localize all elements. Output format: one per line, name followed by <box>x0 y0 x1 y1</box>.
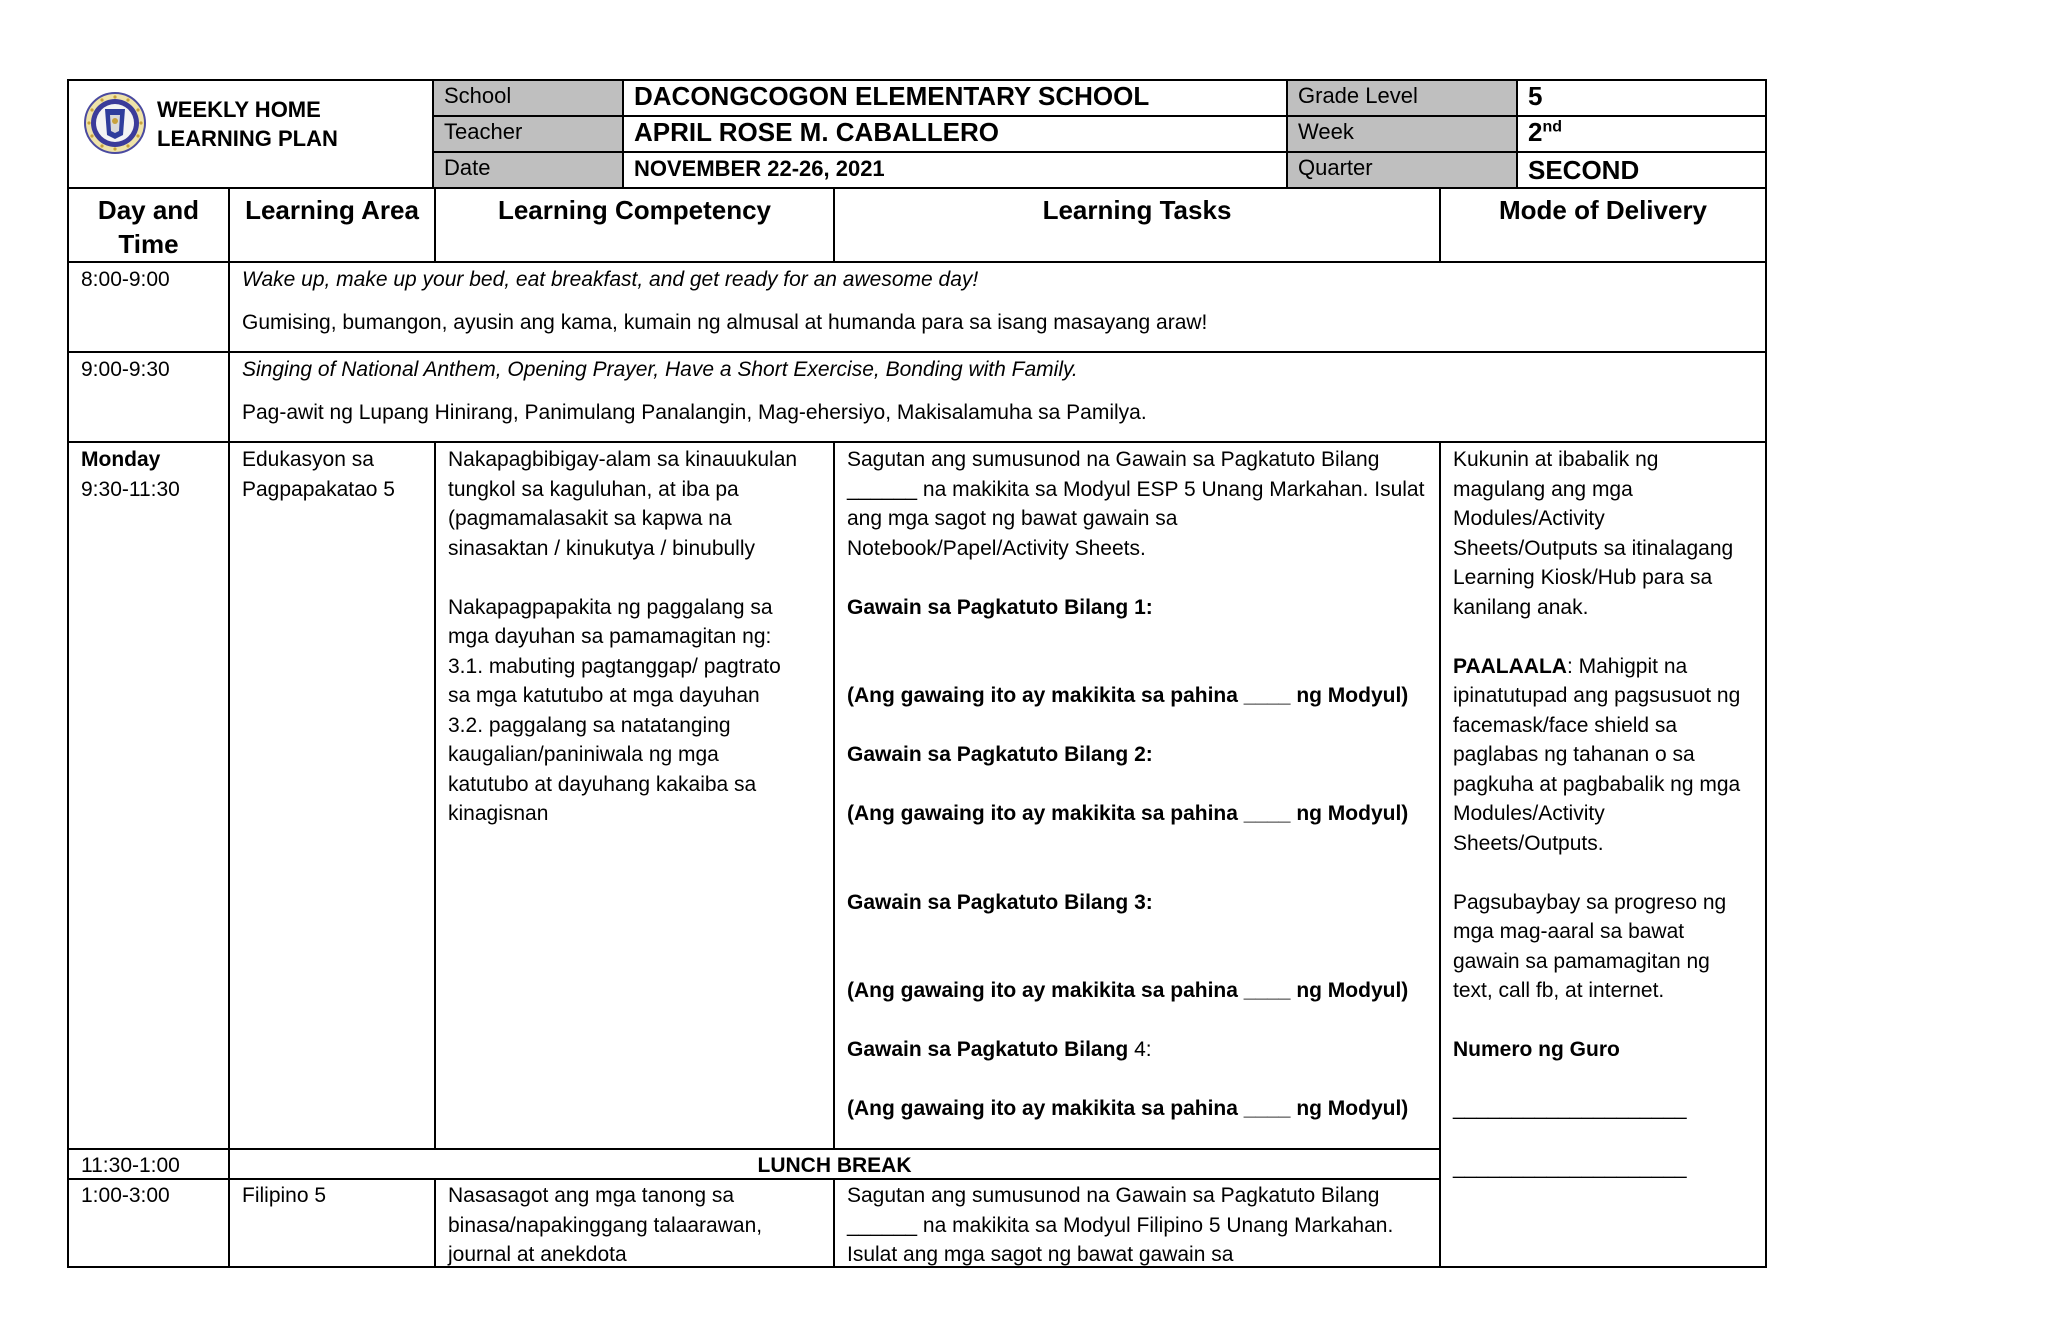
row-divider-r1 <box>69 351 1765 353</box>
paalaala-line <box>1453 652 1763 682</box>
mode-a-line: magulang ang mga <box>1453 477 1633 501</box>
grade-level-label: Grade Level <box>1288 81 1518 117</box>
mode-c-line: Pagsubaybay sa progreso ng <box>1453 890 1727 914</box>
mode-a-line: Learning Kiosk/Hub para sa <box>1453 566 1713 589</box>
comp-a-line: tungkol sa kaguluhan, at iba pa <box>448 477 739 501</box>
monday-learning-tasks <box>847 445 1437 1124</box>
monday-day-time <box>81 445 180 504</box>
comp-b-line: 3.2. paggalang sa natatanging <box>448 713 731 737</box>
plan-title-line-1: WEEKLY HOME <box>157 97 321 122</box>
gawain-4-label: Gawain sa Pagkatuto Bilang <box>847 1038 1129 1061</box>
lunch-time: 11:30-1:00 <box>81 1154 180 1177</box>
filipino-learning-tasks <box>847 1181 1437 1270</box>
paalaala-label: PAALAALA <box>1453 654 1567 678</box>
learning-plan-table <box>67 189 1767 1268</box>
col-header-learning-area: Learning Area <box>245 195 419 225</box>
monday-time: 9:30-11:30 <box>81 477 180 501</box>
gawain-1-heading: Gawain sa Pagkatuto Bilang 1: <box>847 595 1153 619</box>
mode-b-line: Modules/Activity <box>1453 802 1605 825</box>
mode-a-line: Modules/Activity <box>1453 507 1605 530</box>
monday-area-line-1: Edukasyon sa <box>242 448 374 471</box>
numero-ng-guro-label: Numero ng Guro <box>1453 1038 1620 1061</box>
mode-c-line: text, call fb, at internet. <box>1453 979 1665 1002</box>
col-header-learning-tasks: Learning Tasks <box>1042 195 1232 225</box>
mode-a-line: Kukunin at ibabalik ng <box>1453 448 1659 471</box>
contact-blank-line-1: ____________________ <box>1453 1097 1687 1120</box>
school-label: School <box>434 81 624 117</box>
filipino-comp-line: journal at anekdota <box>448 1243 627 1266</box>
filipino-task-line: ______ na makikita sa Modyul Filipino 5 Unang Markahan. <box>847 1213 1394 1237</box>
date-label: Date <box>434 153 624 187</box>
row-divider-r2 <box>69 441 1765 443</box>
col-divider-competency-filipino <box>833 1178 835 1266</box>
comp-a-line: Nakapagbibigay-alam sa kinauukulan <box>448 448 798 471</box>
mode-b-line: paglabas ng tahanan o sa <box>1453 743 1695 766</box>
col-header-day-time-line-2: Time <box>118 229 179 259</box>
mode-a-line: Sheets/Outputs sa itinalagang <box>1453 536 1734 560</box>
gawain-2-modyul-note: (Ang gawaing ito ay makikita sa pahina ____ ng Modyul) <box>847 802 1409 825</box>
mode-c-line: mga mag-aaral sa bawat <box>1453 920 1685 943</box>
filipino-task-line: Isulat ang mga sagot ng bawat gawain sa <box>847 1243 1234 1266</box>
col-header-day-time-line-1: Day and <box>97 195 200 225</box>
contact-blank-line-2: ____________________ <box>1453 1156 1687 1179</box>
date-value: NOVEMBER 22-26, 2021 <box>624 153 1288 187</box>
plan-title-line-2: LEARNING PLAN <box>157 126 338 151</box>
teacher-value: APRIL ROSE M. CABALLERO <box>624 117 1288 153</box>
comp-b-line: kinagisnan <box>448 802 549 825</box>
plan-title <box>157 95 417 153</box>
filipino-time: 1:00-3:00 <box>81 1184 170 1207</box>
lunch-break-label: LUNCH BREAK <box>757 1154 912 1177</box>
r1-time: 8:00-9:00 <box>81 268 170 291</box>
week-label: Week <box>1288 117 1518 153</box>
r2-activity-english: Singing of National Anthem, Opening Prayer, Have a Short Exercise, Bonding with Family. <box>242 358 1078 381</box>
school-value: DACONGCOGON ELEMENTARY SCHOOL <box>624 81 1288 117</box>
col-divider-competency-monday <box>833 441 835 1148</box>
filipino-learning-area: Filipino 5 <box>242 1184 327 1207</box>
col-header-mode-of-delivery: Mode of Delivery <box>1498 195 1708 225</box>
deped-seal-icon <box>83 91 147 155</box>
r1-activity-english: Wake up, make up your bed, eat breakfast, and get ready for an awesome day! <box>242 268 979 291</box>
mode-b-line: pagkuha at pagbabalik ng mga <box>1453 772 1741 796</box>
comp-a-line: sinasaktan / kinukutya / binubully <box>448 536 756 560</box>
paalaala-first: : Mahigpit na <box>1566 654 1688 678</box>
gawain-4-heading <box>847 1035 1437 1065</box>
gawain-3-modyul-note: (Ang gawaing ito ay makikita sa pahina ____ ng Modyul) <box>847 979 1409 1002</box>
comp-b-line: sa mga katutubo at mga dayuhan <box>448 684 760 707</box>
row-divider-monday <box>69 1148 1441 1150</box>
mode-b-line: ipinatutupad ang pagsusuot ng <box>1453 684 1741 707</box>
comp-b-line: Nakapagpapakita ng paggalang sa <box>448 595 773 619</box>
task-intro-line: Notebook/Papel/Activity Sheets. <box>847 536 1146 560</box>
monday-area-line-2: Pagpapakatao 5 <box>242 477 395 501</box>
mode-b-line: Sheets/Outputs. <box>1453 831 1604 855</box>
gawain-2-heading: Gawain sa Pagkatuto Bilang 2: <box>847 743 1153 766</box>
quarter-label: Quarter <box>1288 153 1518 187</box>
teacher-label: Teacher <box>434 117 624 153</box>
task-intro-line: ______ na makikita sa Modyul ESP 5 Unang Markahan. Isulat <box>847 477 1425 501</box>
task-intro-line: Sagutan ang sumusunod na Gawain sa Pagkatuto Bilang <box>847 448 1380 471</box>
mode-b-line: facemask/face shield sa <box>1453 713 1678 737</box>
monday-learning-area <box>242 445 432 504</box>
col-divider-tasks-body <box>1439 441 1441 1266</box>
monday-mode-of-delivery <box>1453 445 1763 1183</box>
filipino-learning-competency <box>448 1181 833 1270</box>
header-logo-cell <box>69 81 434 187</box>
r2-activity-filipino: Pag-awit ng Lupang Hinirang, Panimulang Panalangin, Mag-ehersiyo, Makisalamuha sa Pamilya. <box>242 401 1147 424</box>
quarter-value: SECOND <box>1528 155 1640 185</box>
row-divider-header <box>69 261 1765 263</box>
gawain-3-heading: Gawain sa Pagkatuto Bilang 3: <box>847 890 1153 914</box>
gawain-1-modyul-note: (Ang gawaing ito ay makikita sa pahina ____ ng Modyul) <box>847 684 1409 707</box>
r2-time: 9:00-9:30 <box>81 358 170 381</box>
gawain-4-number: 4: <box>1128 1038 1152 1061</box>
mode-c-line: gawain sa pamamagitan ng <box>1453 949 1710 973</box>
monday-day: Monday <box>81 448 161 471</box>
filipino-task-line: Sagutan ang sumusunod na Gawain sa Pagkatuto Bilang <box>847 1184 1380 1207</box>
comp-b-line: mga dayuhan sa pamamagitan ng: <box>448 625 772 648</box>
comp-b-line: 3.1. mabuting pagtanggap/ pagtrato <box>448 654 781 678</box>
gawain-4-modyul-note: (Ang gawaing ito ay makikita sa pahina ____ ng Modyul) <box>847 1097 1409 1120</box>
week-ordinal-suffix: nd <box>1542 118 1563 136</box>
col-header-day-time <box>69 193 228 261</box>
monday-learning-competency <box>448 445 833 829</box>
grade-level-value: 5 <box>1518 81 1765 117</box>
col-header-learning-competency: Learning Competency <box>497 195 772 225</box>
comp-a-line: (pagmamalasakit sa kapwa na <box>448 507 732 530</box>
filipino-comp-line: binasa/napakinggang talaarawan, <box>448 1213 763 1237</box>
col-divider-area-filipino <box>434 1178 436 1266</box>
week-value <box>1518 117 1765 153</box>
mode-a-line: kanilang anak. <box>1453 595 1589 619</box>
filipino-comp-line: Nasasagot ang mga tanong sa <box>448 1184 735 1207</box>
plan-header <box>67 79 1767 189</box>
task-intro-line: ang mga sagot ng bawat gawain sa <box>847 507 1178 530</box>
comp-b-line: kaugalian/paniniwala ng mga <box>448 743 719 766</box>
week-number: 2 <box>1528 117 1543 147</box>
col-divider-area-monday <box>434 441 436 1148</box>
r1-activity-filipino: Gumising, bumangon, ayusin ang kama, kumain ng almusal at humanda para sa isang masayang araw! <box>242 311 1208 334</box>
comp-b-line: katutubo at dayuhang kakaiba sa <box>448 772 757 796</box>
